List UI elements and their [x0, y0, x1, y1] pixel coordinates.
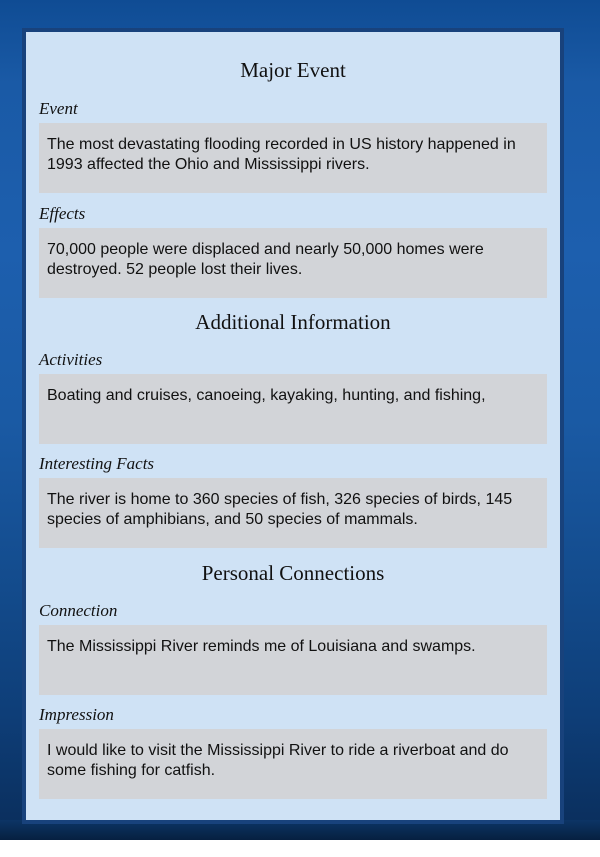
field-text-event: The most devastating flooding recorded in US history happened in 1993 affected the Ohio and Mississippi rivers.: [47, 136, 516, 173]
field-text-connection: The Mississippi River reminds me of Louisiana and swamps.: [47, 638, 476, 655]
field-text-impression: I would like to visit the Mississippi River to ride a riverboat and do some fishing for catfish.: [47, 742, 509, 779]
info-card: [22, 28, 564, 824]
section-heading-additional-information: Additional Information: [195, 310, 391, 334]
field-label-interesting-facts: Interesting Facts: [39, 454, 155, 473]
field-box-connection: [39, 625, 547, 695]
field-box-impression: [39, 729, 547, 799]
field-label-impression: Impression: [39, 705, 114, 724]
section-heading-major-event: Major Event: [240, 58, 346, 82]
field-label-event: Event: [39, 99, 78, 118]
field-box-effects: [39, 228, 547, 298]
field-label-connection: Connection: [39, 601, 118, 620]
section-heading-personal-connections: Personal Connections: [201, 561, 385, 585]
field-box-event: [39, 123, 547, 193]
field-text-activities: Boating and cruises, canoeing, kayaking, hunting, and fishing,: [47, 387, 486, 404]
field-text-effects: 70,000 people were displaced and nearly 50,000 homes were destroyed. 52 people lost their lives.: [47, 241, 484, 278]
field-label-activities: Activities: [39, 350, 103, 369]
field-label-effects: Effects: [39, 204, 86, 223]
field-box-interesting-facts: [39, 478, 547, 548]
field-box-activities: [39, 374, 547, 444]
field-text-interesting-facts: The river is home to 360 species of fish, 326 species of birds, 145 species of amphibians, and 50 species of mammals.: [47, 491, 513, 528]
